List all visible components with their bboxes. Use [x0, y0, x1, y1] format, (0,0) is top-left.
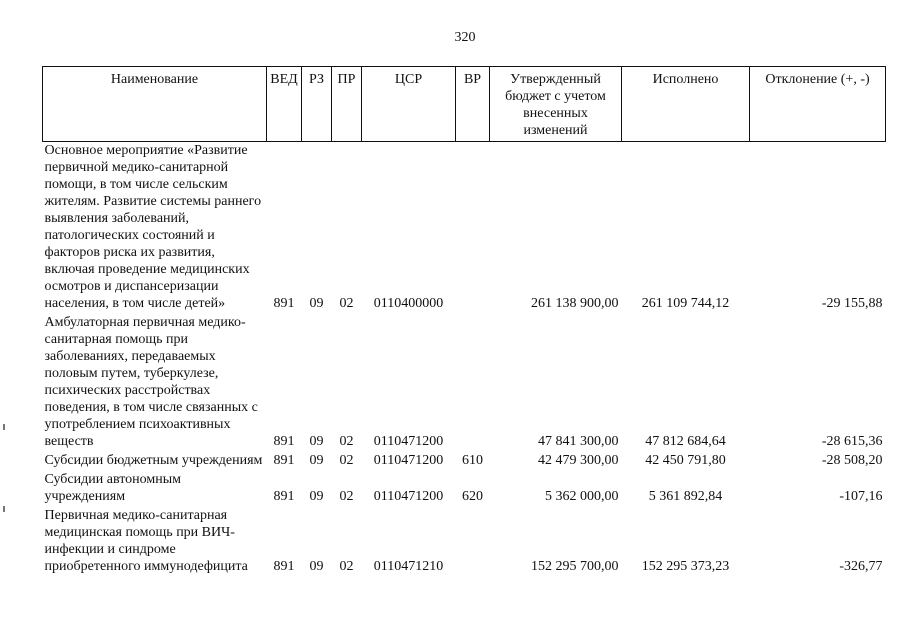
row-rz: 09 [309, 434, 324, 449]
row-csr: 0110471200 [373, 434, 444, 449]
row-ved: 891 [273, 559, 295, 574]
table-row [43, 471, 886, 507]
row-name: Субсидии автономным учреждениям [44, 472, 181, 504]
row-ved: 891 [273, 434, 295, 449]
row-pr: 02 [339, 434, 354, 449]
header-name: Наименование [43, 67, 267, 142]
row-deviation: -326,77 [839, 559, 883, 574]
row-deviation: -28 508,20 [821, 453, 883, 468]
header-executed: Исполнено [622, 67, 750, 142]
row-name: Основное мероприятие «Развитие первичной медико-санитарной помощи, в том числе сельским жителям. Развитие системы раннего выявления заболеваний, патологических состояний и факторов риска их развития, включая проведение медицинских осмотров и диспансеризации населения, в том числе детей» [44, 143, 262, 311]
budget-execution-table [42, 66, 886, 577]
row-rz: 09 [309, 489, 324, 504]
row-name: Субсидии бюджетным учреждениям [44, 453, 263, 468]
row-rz: 09 [309, 453, 324, 468]
table-row [43, 142, 886, 315]
row-name: Амбулаторная первичная медико-санитарная помощь при заболеваниях, передаваемых половым путем, туберкулезе, психических расстройствах поведения, в том числе связанных с употреблением психоактивных веществ [44, 315, 258, 449]
table-row [43, 452, 886, 471]
row-pr: 02 [339, 559, 354, 574]
row-rz: 09 [309, 296, 324, 311]
row-approved: 5 362 000,00 [545, 489, 619, 504]
row-executed: 152 295 373,23 [641, 559, 730, 574]
header-approved-budget: Утвержденный бюджет с учетом внесенных изменений [490, 67, 622, 142]
row-approved: 42 479 300,00 [538, 453, 619, 468]
row-approved: 261 138 900,00 [531, 296, 619, 311]
row-executed: 5 361 892,84 [648, 489, 723, 504]
row-vr [456, 142, 490, 315]
row-ved: 891 [273, 453, 295, 468]
table-row [43, 314, 886, 452]
row-vr: 610 [462, 453, 483, 468]
scan-edge-mark [3, 424, 5, 430]
row-approved: 152 295 700,00 [531, 559, 619, 574]
table-row [43, 507, 886, 577]
header-ved: ВЕД [267, 67, 302, 142]
row-vr [456, 507, 490, 577]
row-executed: 47 812 684,64 [645, 434, 726, 449]
header-pr: ПР [332, 67, 362, 142]
row-vr: 620 [462, 489, 483, 504]
row-approved: 47 841 300,00 [538, 434, 619, 449]
row-pr: 02 [339, 489, 354, 504]
header-vr: ВР [456, 67, 490, 142]
row-pr: 02 [339, 453, 354, 468]
row-csr: 0110471200 [373, 453, 444, 468]
row-name: Первичная медико-санитарная медицинская помощь при ВИЧ-инфекции и синдроме приобретенного иммунодефицита [44, 508, 248, 574]
row-vr [456, 314, 490, 452]
table-header-row [43, 67, 886, 142]
row-csr: 0110471210 [373, 559, 444, 574]
header-csr: ЦСР [362, 67, 456, 142]
row-executed: 261 109 744,12 [641, 296, 730, 311]
row-deviation: -29 155,88 [821, 296, 883, 311]
row-ved: 891 [273, 489, 295, 504]
row-csr: 0110400000 [373, 296, 444, 311]
row-executed: 42 450 791,80 [645, 453, 726, 468]
row-deviation: -28 615,36 [821, 434, 883, 449]
scan-edge-mark [3, 506, 5, 512]
row-csr: 0110471200 [373, 489, 444, 504]
row-pr: 02 [339, 296, 354, 311]
row-rz: 09 [309, 559, 324, 574]
header-rz: РЗ [302, 67, 332, 142]
header-deviation: Отклонение (+, -) [750, 67, 886, 142]
page-number: 320 [454, 30, 476, 45]
row-ved: 891 [273, 296, 295, 311]
row-deviation: -107,16 [839, 489, 883, 504]
